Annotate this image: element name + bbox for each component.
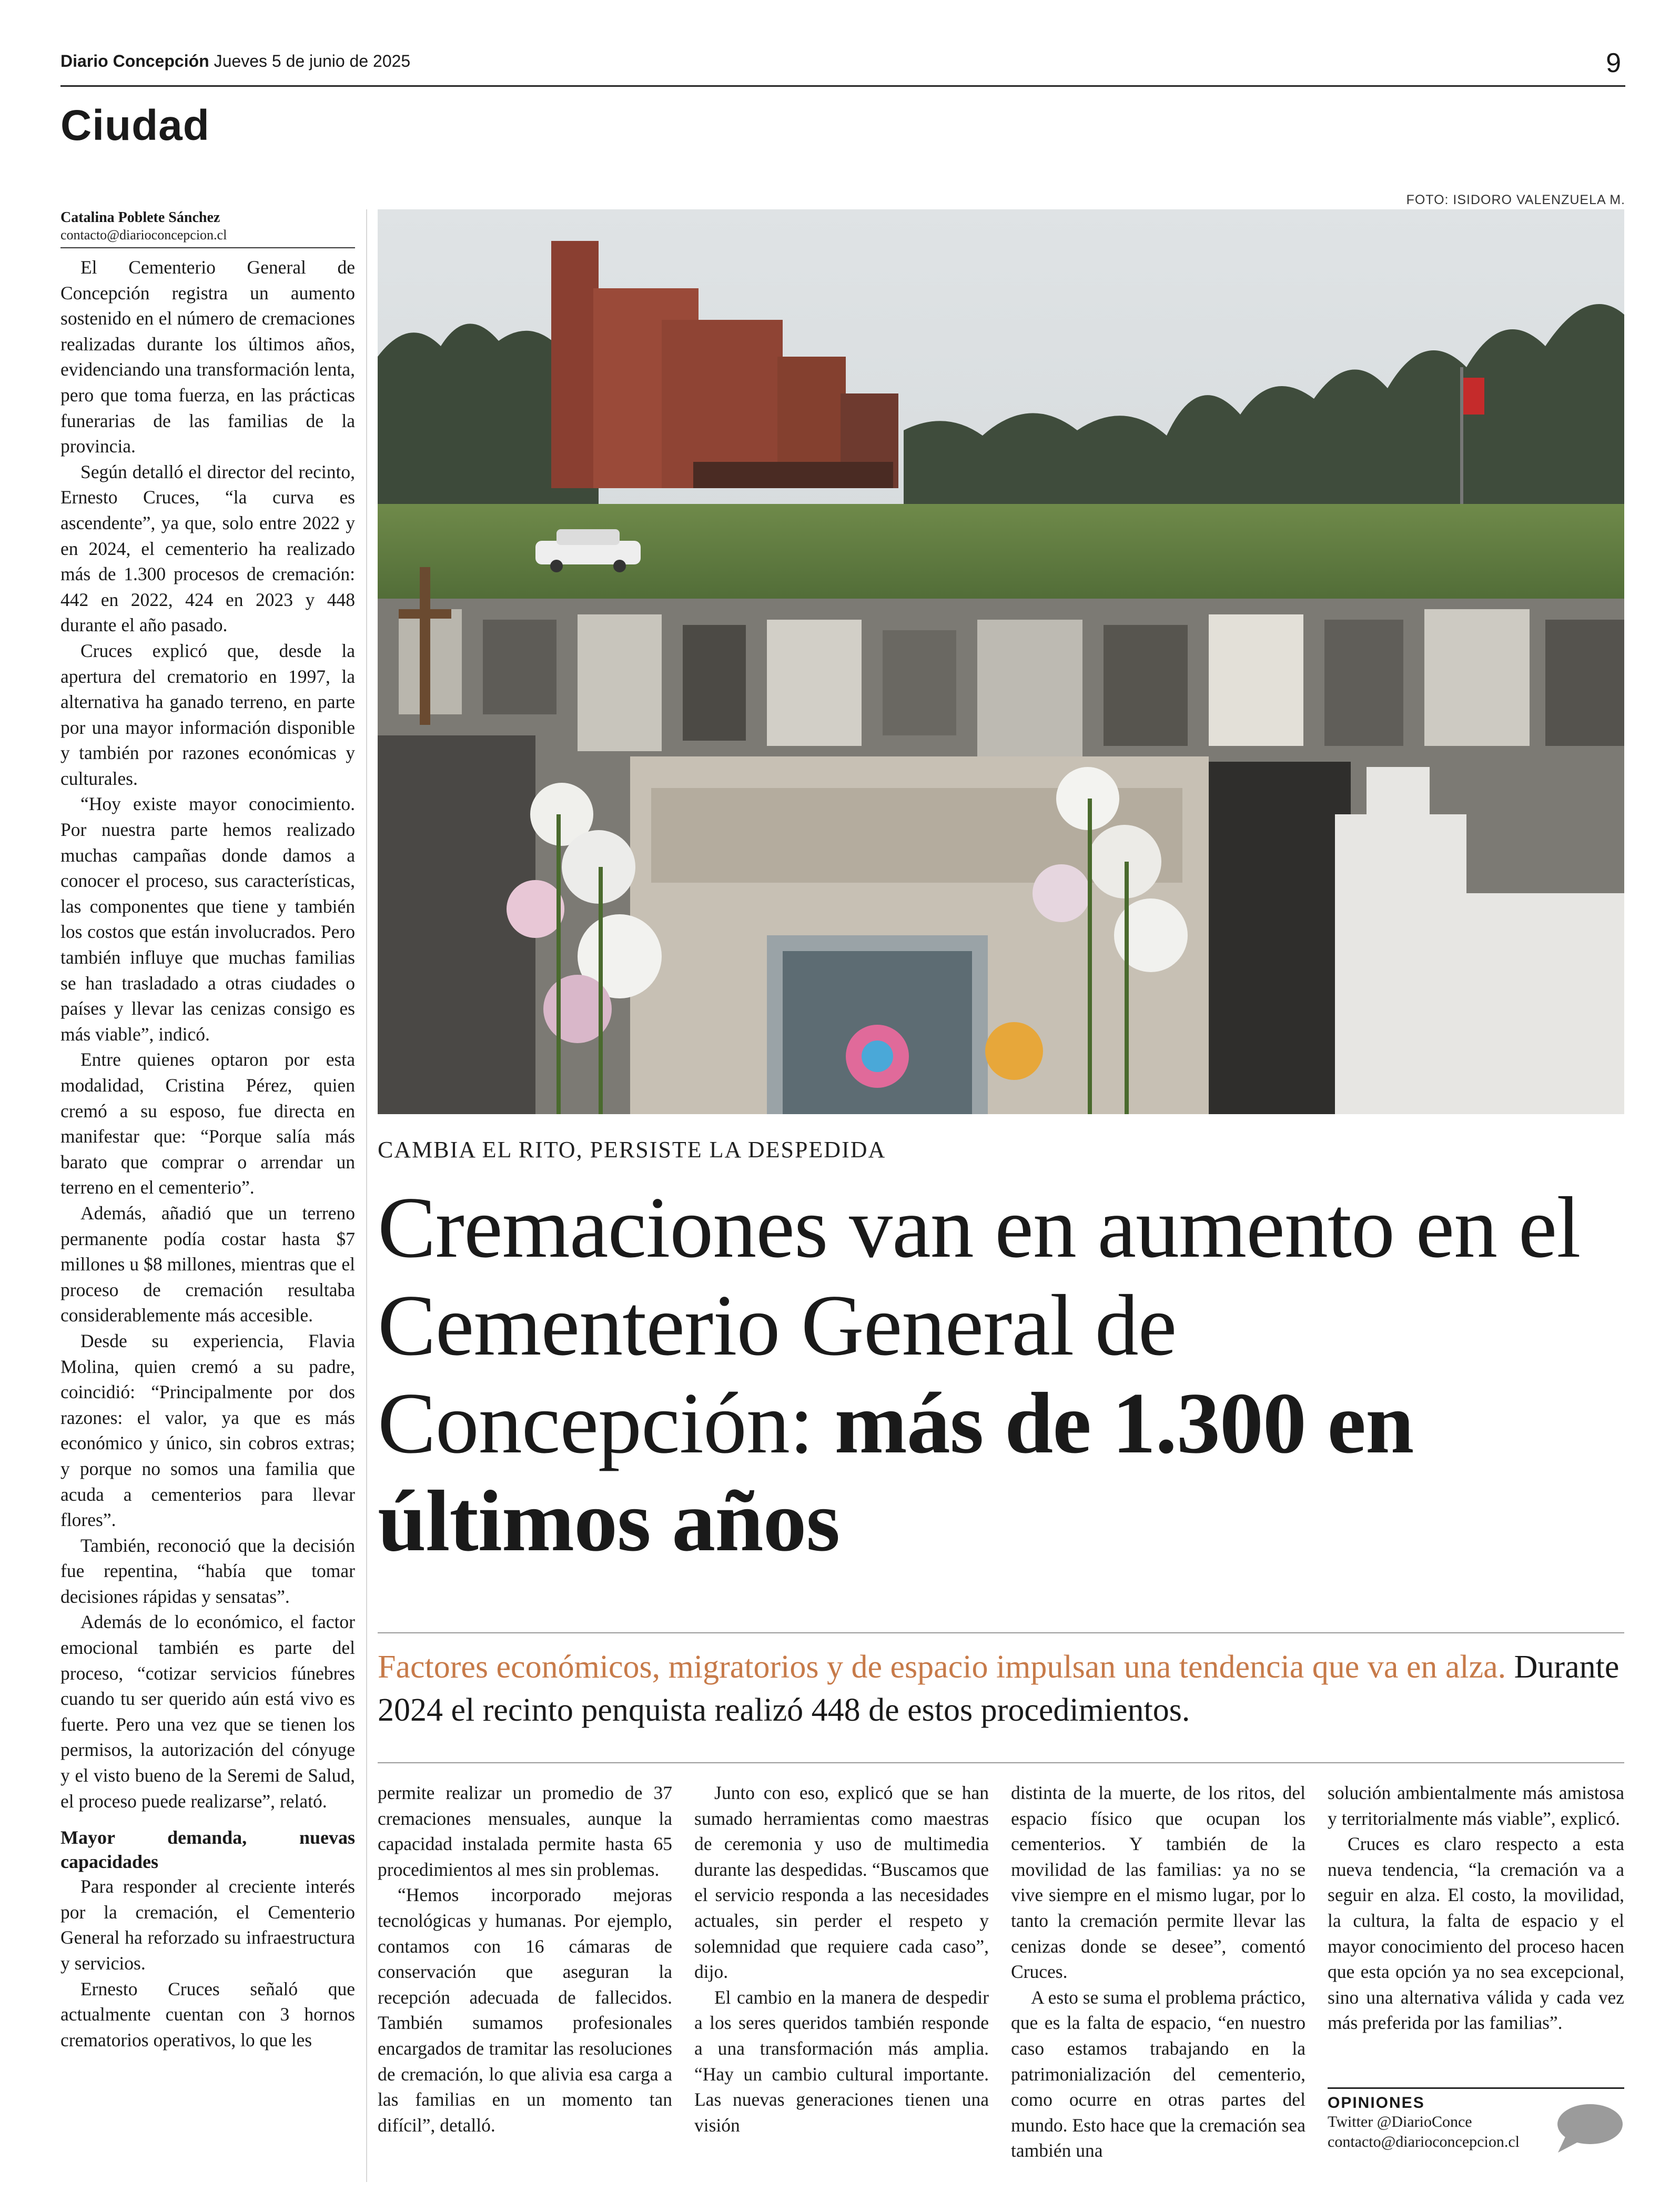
deck-rule-bottom	[378, 1762, 1624, 1763]
masthead	[60, 52, 410, 71]
paragraph: solución ambientalmente más amistosa y territorialmente más viable”, explicó.	[1328, 1782, 1624, 1829]
paragraph: permite realizar un promedio de 37 cremaciones mensuales, aunque la capacidad instalada permite hasta 65 procedimientos al mes sin problemas.	[378, 1782, 672, 1880]
deck-rule-top	[378, 1632, 1624, 1633]
paragraph: Entre quienes optaron por esta modalidad, Cristina Pérez, quien cremó a su esposo, fue directa en manifestar que: “Porque salía más barato que comprar o arrendar un terreno en el cementerio”.	[60, 1049, 355, 1198]
pinwheel	[846, 1025, 909, 1088]
paragraph: Ernesto Cruces señaló que actualmente cuentan con 3 hornos crematorios operativos, lo que les	[60, 1978, 355, 2050]
article-column-5	[1328, 1780, 1624, 2036]
photo-credit: FOTO: ISIDORO VALENZUELA M.	[1406, 193, 1625, 207]
paragraph: Desde su experiencia, Flavia Molina, quien cremó a su padre, coincidió: “Principalmente por dos razones: el valor, ya que es más económico y único, sin cobros extras; y porque no somos una familia que acuda a cementerios para llevar flores”.	[60, 1330, 355, 1531]
paragraph: También, reconoció que la decisión fue repentina, “había que tomar decisiones rápidas y sensatas”.	[60, 1534, 355, 1607]
author-email: contacto@diarioconcepcion.cl	[60, 227, 227, 243]
paragraph: Cruces explicó que, desde la apertura del crematorio en 1997, la alternativa ha ganado terreno, en parte por una mayor información disponible y también por razones económicas y culturales.	[60, 640, 355, 789]
kicker: CAMBIA EL RITO, PERSISTE LA DESPEDIDA	[378, 1137, 886, 1163]
issue-date: Jueves 5 de junio de 2025	[214, 52, 411, 70]
headline-regular: Cremaciones van en aumento en el Cementerio General de Concepción:	[378, 1179, 1581, 1471]
masthead-rule	[60, 85, 1625, 87]
paragraph: Junto con eso, explicó que se han sumado herramientas como maestras de ceremonia y uso de multimedia durante las despedidas. “Buscamos que el servicio responda a las necesidades actuales, sin perder el respeto y solemnidad que requiere cada caso”, dijo.	[694, 1782, 989, 1983]
section-title: Ciudad	[60, 102, 210, 149]
subheading: Mayor demanda, nuevas capacidades	[60, 1827, 355, 1873]
byline	[60, 209, 355, 243]
opinions-email: contacto@diarioconcepcion.cl	[1328, 2133, 1520, 2150]
opinions-twitter: Twitter @DiarioConce	[1328, 2113, 1472, 2130]
headline	[378, 1178, 1624, 1570]
article-column-2	[378, 1780, 672, 2138]
page-number: 9	[1606, 48, 1621, 78]
opinions-rule	[1328, 2087, 1624, 2089]
headline-bold: más de 1.300 en últimos años	[378, 1375, 1414, 1569]
flagpole	[1460, 367, 1463, 514]
paragraph: A esto se suma el problema práctico, que es la falta de espacio, “en nuestro caso estamos trabajando en la patrimonialización del cementerio, como ocurre en otras partes del mundo. Esto hace que la cremación sea también una	[1011, 1986, 1305, 2161]
paragraph: “Hoy existe mayor conocimiento. Por nuestra parte hemos realizado muchas campañas donde damos a conocer el proceso, sus características, las componentes que tiene y también los costos que están involucrados. Pero también influye que muchas familias se han trasladado a otras ciudades o países y llevar las cenizas consigo es más viable”, indicó.	[60, 793, 355, 1045]
article-column-4	[1011, 1780, 1305, 2164]
paragraph: Además, añadió que un terreno permanente podía costar hasta $7 millones u $8 millones, mientras que el proceso de cremación resultaba considerablemente más accesible.	[60, 1202, 355, 1326]
article-column-3	[694, 1780, 989, 2138]
paragraph: Según detalló el director del recinto, Ernesto Cruces, “la curva es ascendente”, ya que, solo entre 2022 y en 2024, el cementerio ha realizado más de 1.300 procesos de cremación: 442 en 2022, 424 en 2023 y 448 durante el año pasado.	[60, 461, 355, 636]
paragraph: Cruces es claro respecto a esta nueva tendencia, “la cremación va a seguir en alza. El costo, la movilidad, la cultura, la falta de espacio y el mayor conocimiento del proceso hacen que esta opción ya no sea excepcional, sino una alternativa válida y cada vez más preferida por las familias”.	[1328, 1833, 1624, 2034]
paragraph: “Hemos incorporado mejoras tecnológicas y humanas. Por ejemplo, contamos con 16 cámaras de conservación que aseguran la recepción adecuada de fallecidos. También sumamos profesionales encargados de tramitar las resoluciones de cremación, lo que alivia esa carga a las familias en un momento tan difícil”, detalló.	[378, 1884, 672, 2136]
article-column-1	[60, 255, 355, 2053]
column-divider	[366, 209, 367, 2182]
paragraph: El Cementerio General de Concepción registra un aumento sostenido en el número de cremaciones realizadas durante los últimos años, evidenciando una transformación lenta, pero que toma fuerza, en las prácticas funerarias de las familias de la provincia.	[60, 257, 355, 457]
speech-bubble-icon	[1551, 2102, 1624, 2155]
deck-accent: Factores económicos, migratorios y de espacio impulsan una tendencia que va en alza.	[378, 1649, 1506, 1685]
author-name: Catalina Poblete Sánchez	[60, 209, 220, 226]
deck	[378, 1645, 1624, 1732]
paragraph: Además de lo económico, el factor emocional también es parte del proceso, “cotizar servicios fúnebres cuando tu ser querido aún está vivo es fuerte. Pero una vez que se tienen los permisos, la autorización del cónyuge y el visto bueno de la Seremi de Salud, el proceso puede realizarse”, relató.	[60, 1611, 355, 1812]
flag	[1463, 378, 1484, 415]
cemetery-photo	[378, 209, 1624, 1114]
opinions-title: OPINIONES	[1328, 2094, 1425, 2112]
paragraph: El cambio en la manera de despedir a los seres queridos también responde a una transformación más amplia. “Hay un cambio cultural importante. Las nuevas generaciones tienen una visión	[694, 1986, 989, 2136]
deck-rest: Durante 2024 el recinto penquista realizó 448 de estos procedimientos.	[378, 1649, 1620, 1728]
paragraph: Para responder al creciente interés por la cremación, el Cementerio General ha reforzado su infraestructura y servicios.	[60, 1876, 355, 1974]
paragraph: distinta de la muerte, de los ritos, del espacio físico que ocupan los cementerios. Y también de la movilidad de las familias: ya no se vive siempre en el mismo lugar, por lo tanto la cremación permite llevar las cenizas donde se desee”, comentó Cruces.	[1011, 1782, 1305, 1983]
byline-rule	[60, 247, 355, 248]
paper-name: Diario Concepción	[60, 52, 209, 70]
